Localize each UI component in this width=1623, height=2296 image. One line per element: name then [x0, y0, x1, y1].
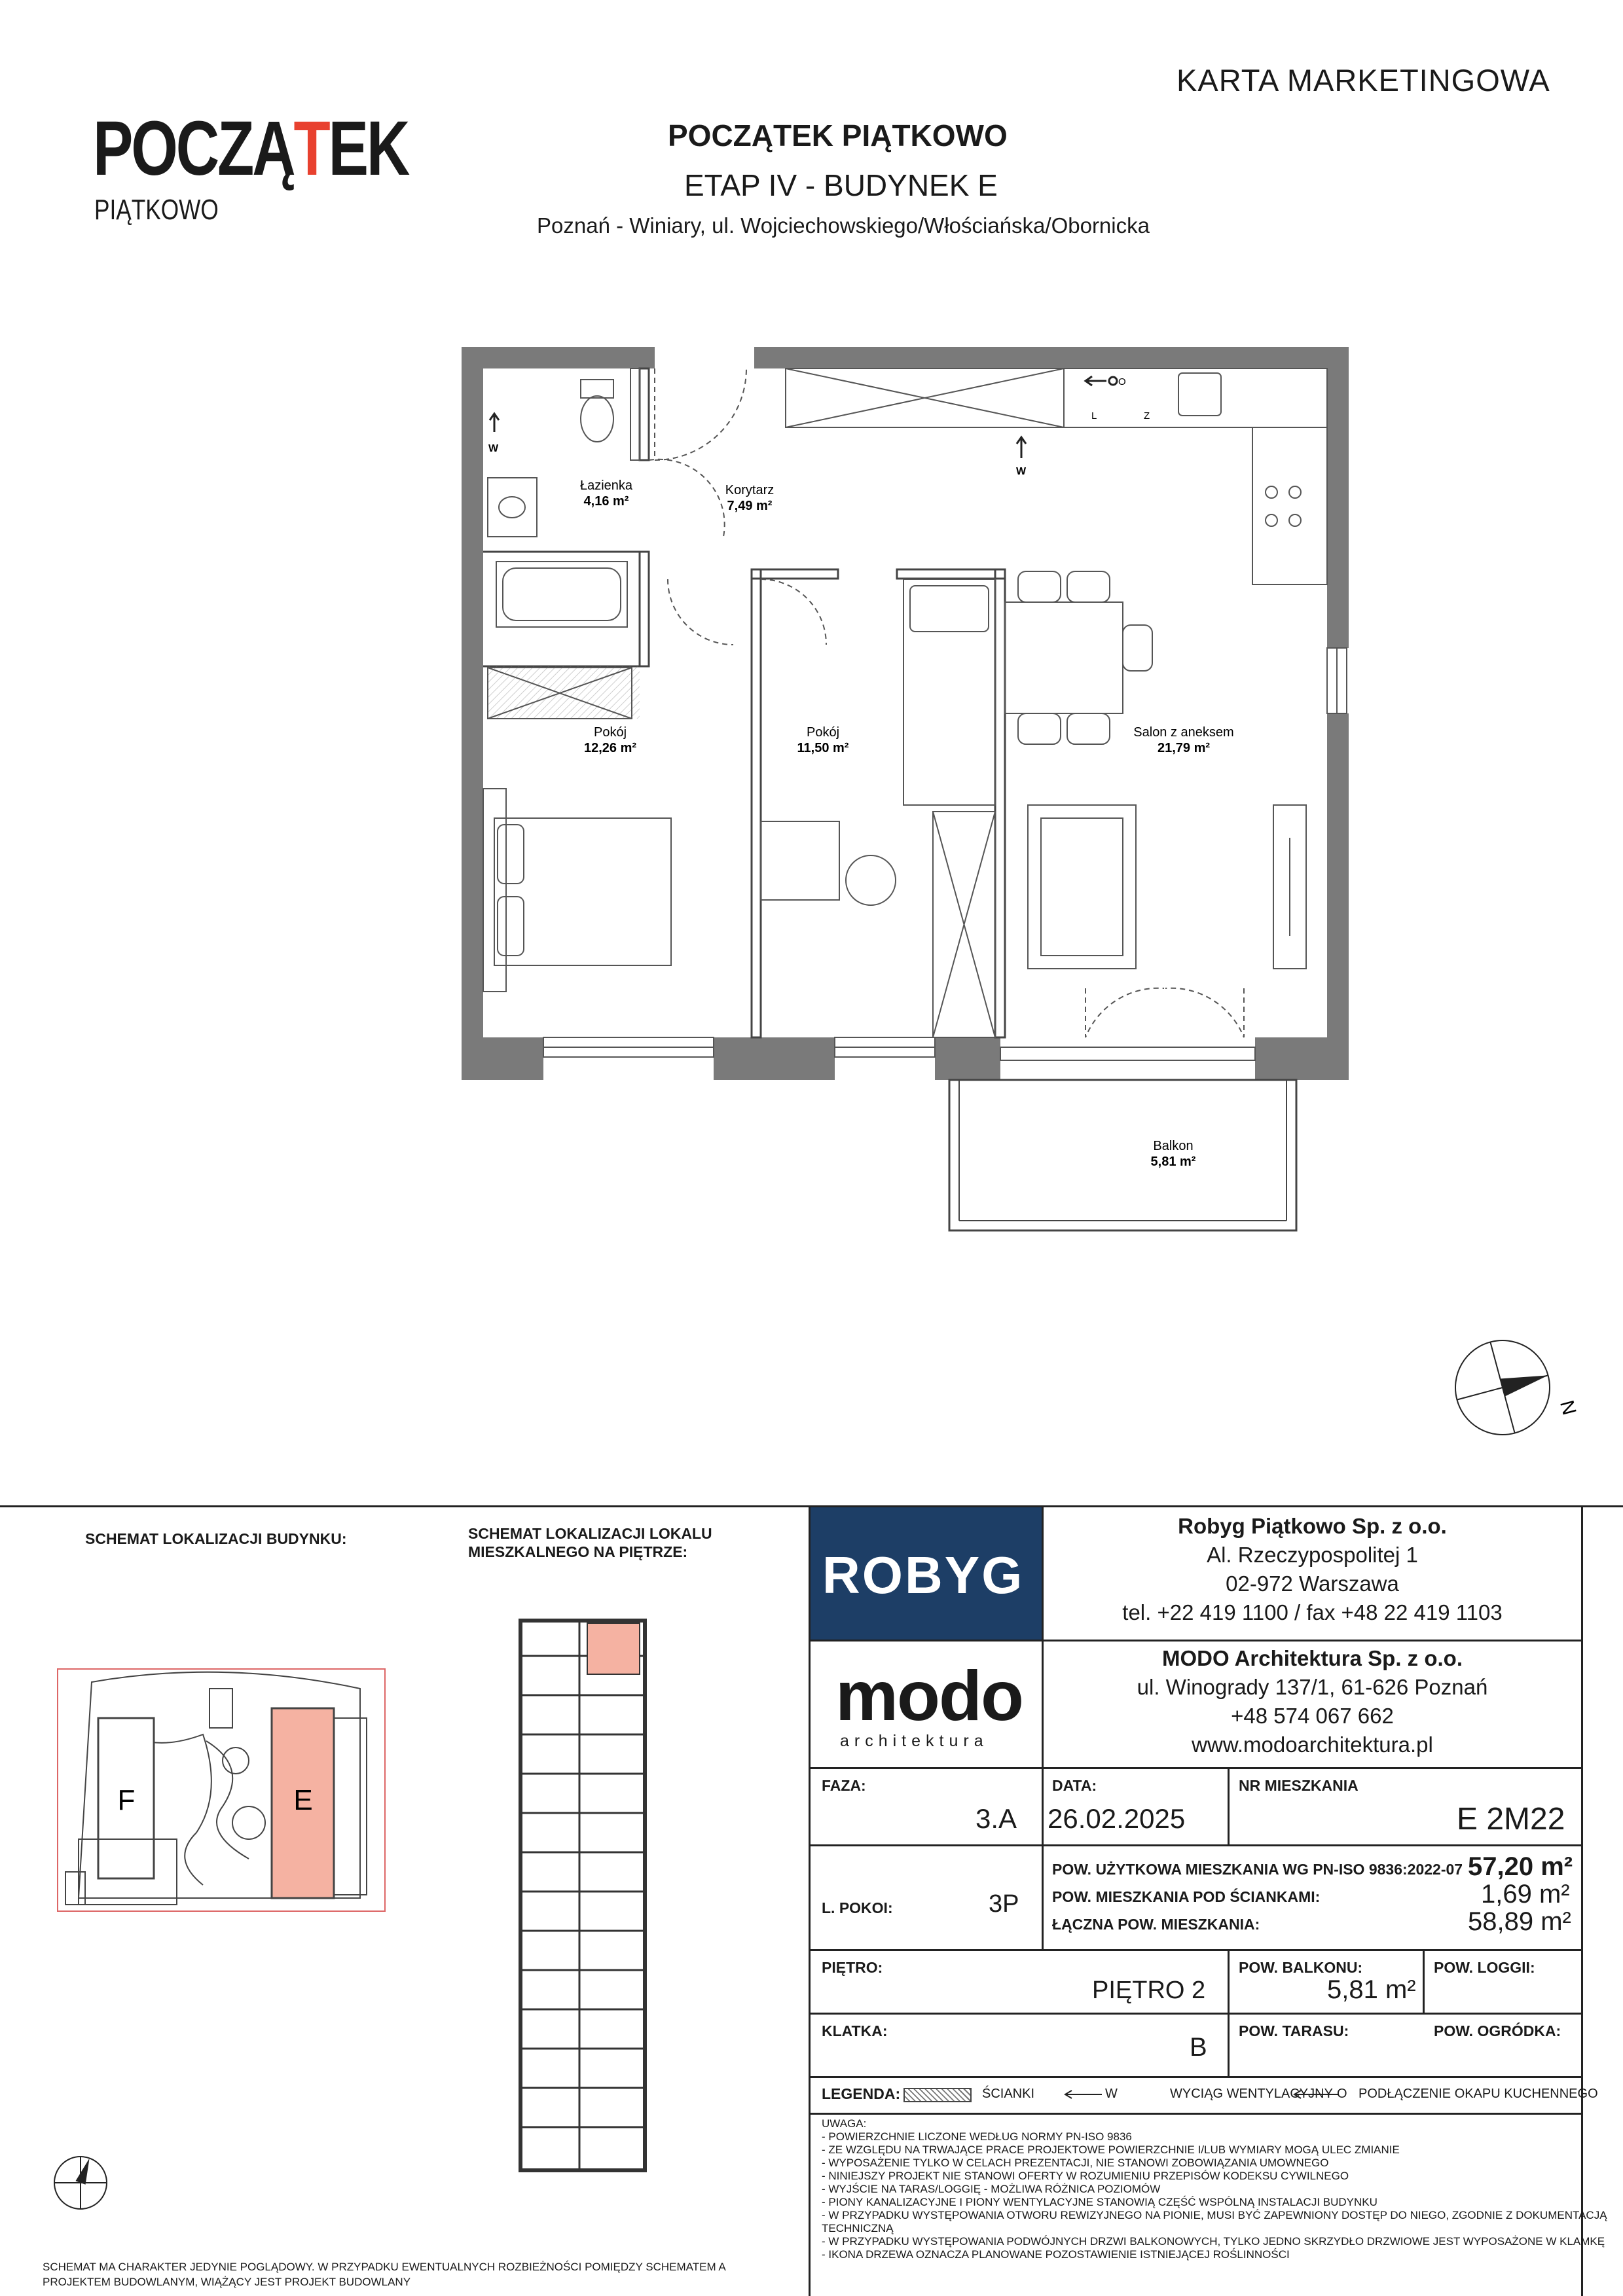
date-label: DATA: [1052, 1777, 1097, 1794]
notes-title: UWAGA: [822, 2117, 867, 2130]
developer-name: Robyg Piątkowo Sp. z o.o. [1178, 1514, 1447, 1538]
architect-web: www.modoarchitektura.pl [1192, 1732, 1433, 1757]
date-value: 26.02.2025 [1048, 1803, 1186, 1834]
balcony-outline [949, 1080, 1296, 1230]
building-f-label: F [117, 1784, 136, 1816]
room-name: Korytarz [725, 483, 775, 497]
note-line: - WYPOSAŻENIE TYLKO W CELACH PREZENTACJI, NIE STANOWI ZOBOWIĄZANIA UMOWNEGO [822, 2157, 1329, 2169]
modo-logo-text: modo [835, 1656, 1023, 1735]
legend-vent-arrow-icon [1064, 2088, 1103, 2101]
usable-area-label: POW. UŻYTKOWA MIESZKANIA WG PN-ISO 9836:2022-07 [1052, 1861, 1463, 1878]
legend-hood: PODŁĄCZENIE OKAPU KUCHENNEGO [1359, 2087, 1598, 2101]
note-line: - PIONY KANALIZACYJNE I PIONY WENTYLACYJNE STANOWIĄ CZĘŚĆ WSPÓLNĄ INSTALACJI BUDYNKU [822, 2196, 1377, 2208]
modo-logo-sub: architektura [840, 1732, 989, 1750]
legend-title: LEGENDA: [822, 2085, 901, 2102]
unit-no-label: NR MIESZKANIA [1239, 1777, 1359, 1794]
stair-label: KLATKA: [822, 2022, 888, 2039]
note-line: - IKONA DRZEWA OZNACZA PLANOWANE POZOSTAWIENIE ISTNIEJĄCEJ ROŚLINNOŚCI [822, 2248, 1290, 2261]
modo-logo [811, 1641, 1042, 1769]
rooms-label: L. POKOI: [822, 1899, 893, 1916]
slope-area-value: 1,69 m² [1481, 1880, 1570, 1909]
legend-wall-swatch [903, 2088, 972, 2102]
developer-city: 02-972 Warszawa [1226, 1571, 1399, 1596]
row-rule [811, 2076, 1581, 2078]
balcony-label: POW. BALKONU: [1239, 1959, 1363, 1976]
floor-value: PIĘTRO 2 [1092, 1977, 1206, 2004]
kitchen-mark-l: L [1091, 410, 1097, 422]
kitchen-fixtures [786, 368, 1327, 584]
balcony-value: 5,81 m² [1327, 1975, 1416, 2004]
architect-street: ul. Winogrady 137/1, 61-626 Poznań [1137, 1675, 1488, 1699]
room-name: Łazienka [579, 478, 633, 493]
note-line: - W PRZYPADKU WYSTĘPOWANIA PODWÓJNYCH DRZWI BALKONOWYCH, TYLKO JEDNO SKRZYDŁO DRZWIOWE JEST WYPOSAŻONE W KLAMKĘ [822, 2235, 1605, 2248]
project-address: Poznań - Winiary, ul. Wojciechowskiego/Włościańska/Obornicka [537, 213, 1150, 238]
slope-area-label: POW. MIESZKANIA POD ŚCIANKAMI: [1052, 1888, 1321, 1905]
total-area-label: ŁĄCZNA POW. MIESZKANIA: [1052, 1916, 1260, 1933]
project-stage: ETAP IV - BUDYNEK E [684, 168, 998, 202]
unit-no-value: E 2M22 [1457, 1802, 1565, 1837]
room-area: 4,16 m² [583, 494, 629, 509]
unit-highlight [587, 1623, 640, 1674]
row-rule [811, 1949, 1581, 1951]
row-rule [811, 1844, 1581, 1846]
room-name: Salon z aneksem [1133, 725, 1234, 740]
architect-block [1044, 1644, 1581, 1759]
room-furniture [483, 579, 1306, 1037]
north-label: N [1555, 1398, 1580, 1418]
note-line: - POWIERZCHNIE LICZONE WEDŁUG NORMY PN-ISO 9836 [822, 2130, 1132, 2143]
unit-locator-map [514, 1617, 658, 2179]
legend-walls: ŚCIANKI [982, 2087, 1035, 2101]
room-name: Pokój [593, 725, 627, 740]
room-area: 12,26 m² [583, 741, 637, 755]
dining-set [1005, 571, 1152, 744]
note-line: - WYJŚCIE NA TARAS/LOGGIĘ - MOŻLIWA RÓŻNICA POZIOMÓW [822, 2183, 1161, 2195]
room-area: 11,50 m² [797, 741, 849, 755]
phase-label: FAZA: [822, 1777, 866, 1794]
col-rule [1228, 1767, 1230, 1844]
stair-value: B [1190, 2033, 1207, 2062]
robyg-logo [811, 1507, 1042, 1640]
vent-marks [490, 376, 1117, 458]
unit-locator-title-1: SCHEMAT LOKALIZACJI LOKALU [468, 1525, 712, 1542]
door-swings [649, 368, 1244, 1037]
row-rule [811, 2113, 1581, 2115]
building-e-label: E [293, 1784, 313, 1816]
vent-mark-bath: W [488, 443, 499, 454]
row-rule [811, 1767, 1581, 1769]
locator-disclaimer-1: SCHEMAT MA CHARAKTER JEDYNIE POGLĄDOWY. W PRZYPADKU EWENTUALNYCH ROZBIEŻNOŚCI POMIĘDZY SCHEMATEM A [43, 2261, 726, 2273]
terrace-label: POW. TARASU: [1239, 2022, 1349, 2039]
usable-area-value: 57,20 m² [1468, 1852, 1573, 1881]
locator-compass-icon [51, 2153, 110, 2212]
kitchen-mark-z: Z [1144, 410, 1150, 422]
logo-text-a: POCZĄ [93, 105, 294, 192]
project-name: POCZĄTEK PIĄTKOWO [668, 118, 1008, 152]
legend-hood-mark: O [1337, 2087, 1347, 2101]
room-area: 21,79 m² [1157, 741, 1211, 755]
room-name: Balkon [1153, 1139, 1194, 1153]
kitchen-mark-o: O [1118, 376, 1126, 387]
notes [822, 2118, 1607, 2262]
developer-street: Al. Rzeczypospolitej 1 [1207, 1543, 1418, 1567]
vent-mark-kitchen: W [1016, 466, 1027, 477]
room-name: Pokój [806, 725, 840, 740]
compass-icon [1445, 1330, 1560, 1445]
logo-sub: PIĄTKOWO [94, 194, 219, 226]
floor-label: PIĘTRO: [822, 1959, 883, 1976]
note-line: TECHNICZNĄ [822, 2222, 894, 2234]
phase-value: 3.A [976, 1803, 1017, 1834]
col-rule [1423, 1949, 1425, 2013]
note-line: - ZE WZGLĘDU NA TRWAJĄCE PRACE PROJEKTOWE POWIERZCHNIE I/LUB WYMIARY MOGĄ ULEC ZMIANIE [822, 2144, 1400, 2156]
room-area: 7,49 m² [727, 499, 773, 513]
rooms-value: 3P [989, 1890, 1019, 1918]
garden-label: POW. OGRÓDKA: [1434, 2022, 1561, 2039]
legend-vent: WYCIĄG WENTYLACYJNY [1170, 2087, 1333, 2101]
robyg-logo-text: ROBYG [822, 1546, 1025, 1604]
logo-text-b: EK [328, 105, 409, 192]
architect-name: MODO Architektura Sp. z o.o. [1162, 1646, 1463, 1670]
room-area: 5,81 m² [1150, 1155, 1196, 1169]
loggia-label: POW. LOGGII: [1434, 1959, 1535, 1976]
developer-block [1044, 1512, 1581, 1627]
developer-phone: tel. +22 419 1100 / fax +48 22 419 1103 [1122, 1600, 1503, 1624]
note-line: - W PRZYPADKU WYSTĘPOWANIA OTWORU REWIZYJNEGO NA PIONIE, MUSI BYĆ ZAPEWNIONY DOSTĘP DO NIEGO, ZGODNIE Z DOKUMENTACJĄ [822, 2209, 1607, 2221]
building-locator-title: SCHEMAT LOKALIZACJI BUDYNKU: [85, 1530, 347, 1547]
total-area-value: 58,89 m² [1468, 1907, 1571, 1936]
card-title: KARTA MARKETINGOWA [1176, 63, 1550, 98]
col-rule [1228, 1949, 1230, 2076]
col-rule [1042, 1767, 1044, 1949]
building-locator-map [52, 1662, 393, 1924]
locator-disclaimer-2: PROJEKTEM BUDOWLANYM, WIĄŻĄCY JEST PROJEKT BUDOWLANY [43, 2276, 411, 2288]
row-rule [811, 2013, 1581, 2015]
unit-locator-title-2: MIESZKALNEGO NA PIĘTRZE: [468, 1543, 688, 1560]
architect-phone: +48 574 067 662 [1231, 1704, 1394, 1728]
note-line: - NINIEJSZY PROJEKT NIE STANOWI OFERTY W ROZUMIENIU PRZEPISÓW KODEKSU CYWILNEGO [822, 2170, 1349, 2182]
legend-vent-mark: W [1105, 2087, 1118, 2101]
logo-t-mark: T [293, 105, 329, 192]
